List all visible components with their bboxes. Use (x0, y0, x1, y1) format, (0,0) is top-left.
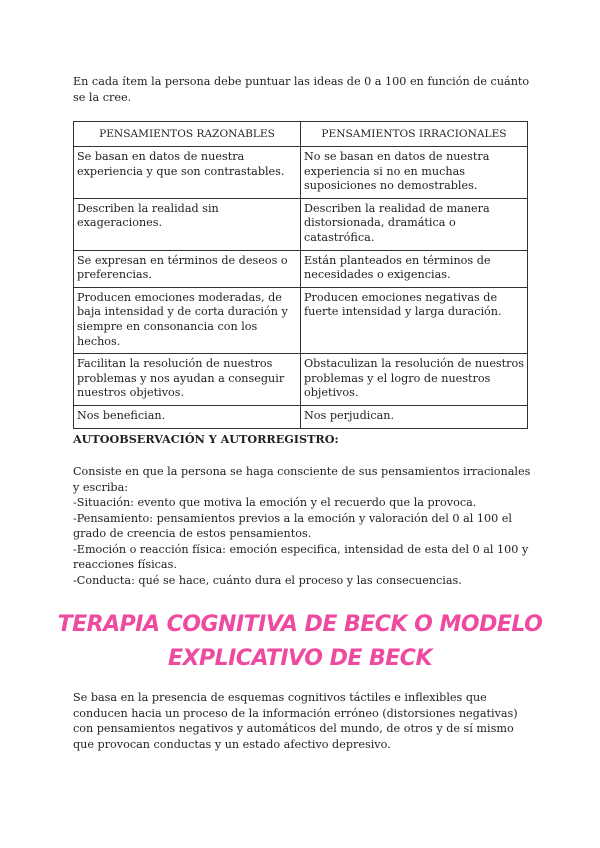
reasonable-cell: Se expresan en términos de deseos o preferencias. (74, 250, 301, 287)
irrational-cell: Producen emociones negativas de fuerte intensidad y larga duración. (301, 287, 528, 353)
autoobservacion-heading: AUTOOBSERVACIÓN Y AUTORREGISTRO: (73, 432, 339, 446)
beck-title-line2: EXPLICATIVO DE BECK (167, 646, 433, 671)
intro-paragraph: En cada ítem la persona debe puntuar las ideas de 0 a 100 en función de cuánto se la cree. (73, 75, 530, 104)
irrational-cell: No se basan en datos de nuestra experiencia si no en muchas suposiciones no demostrables. (301, 147, 528, 199)
irrational-cell: Obstaculizan la resolución de nuestros problemas y el logro de nuestros objetivos. (301, 354, 528, 406)
autoobservacion-intro: Consiste en que la persona se haga consciente de sus pensamientos irracionales y escriba: (73, 465, 531, 494)
header-irrational: PENSAMIENTOS IRRACIONALES (301, 122, 528, 147)
beck-description: Se basa en la presencia de esquemas cognitivos táctiles e inflexibles que conducen hacia un proceso de la información erróneo (distorsiones negativas) con pensamientos negativos y automáticos del mundo, de otros y de sí mismo que provocan conductas y un estado afectivo depresivo. (73, 691, 518, 751)
list-item-pensamiento: -Pensamiento: pensamientos previos a la emoción y valoración del 0 al 100 el grado de creencia de estos pensamientos. (73, 511, 512, 540)
table-row (74, 287, 528, 353)
thoughts-comparison-table (73, 121, 528, 429)
reasonable-cell: Producen emociones moderadas, de baja intensidad y de corta duración y siempre en consonancia con los hechos. (74, 287, 301, 353)
list-item-situacion: -Situación: evento que motiva la emoción y el recuerdo que la provoca. (73, 496, 477, 509)
table-row (74, 250, 528, 287)
table-header-row (74, 122, 528, 147)
table-row (74, 147, 528, 199)
header-reasonable: PENSAMIENTOS RAZONABLES (74, 122, 301, 147)
reasonable-cell: Describen la realidad sin exageraciones. (74, 198, 301, 250)
irrational-cell: Están planteados en términos de necesidades o exigencias. (301, 250, 528, 287)
reasonable-cell: Nos benefician. (74, 405, 301, 428)
irrational-cell: Nos perjudican. (301, 405, 528, 428)
reasonable-cell: Facilitan la resolución de nuestros problemas y nos ayudan a conseguir nuestros objetivos. (74, 354, 301, 406)
irrational-cell: Describen la realidad de manera distorsionada, dramática o catastrófica. (301, 198, 528, 250)
autoobservacion-body (73, 464, 533, 588)
beck-title-line1: TERAPIA COGNITIVA DE BECK O MODELO (57, 612, 543, 637)
table-row (74, 354, 528, 406)
reasonable-cell: Se basan en datos de nuestra experiencia y que son contrastables. (74, 147, 301, 199)
list-item-conducta: -Conducta: qué se hace, cuánto dura el proceso y las consecuencias. (73, 573, 462, 587)
table-row (74, 198, 528, 250)
list-item-emocion: -Emoción o reacción física: emoción especifica, intensidad de esta del 0 al 100 y reacciones físicas. (73, 542, 529, 571)
table-row (74, 405, 528, 428)
